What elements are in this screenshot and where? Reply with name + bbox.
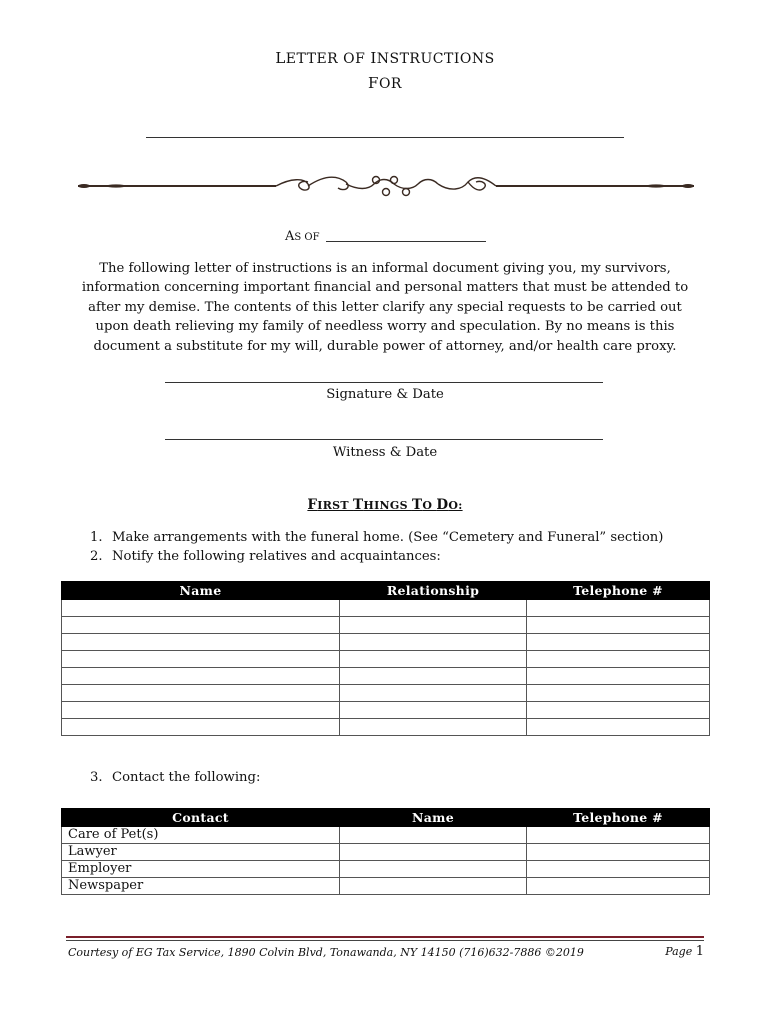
telephone-cell[interactable]	[527, 634, 710, 651]
table-row	[62, 878, 710, 895]
list-item: 3. Contact the following:	[90, 770, 261, 785]
relationship-cell[interactable]	[340, 651, 527, 668]
name-cell[interactable]	[340, 844, 527, 861]
telephone-cell[interactable]	[527, 600, 710, 617]
document-title-line2: FOR	[368, 74, 402, 92]
page-number: Page 1	[665, 944, 704, 959]
telephone-cell[interactable]	[527, 651, 710, 668]
column-header-telephone: Telephone #	[527, 809, 710, 827]
telephone-cell[interactable]	[527, 719, 710, 736]
column-header-relationship: Relationship	[340, 582, 527, 600]
witness-line[interactable]	[165, 439, 603, 440]
as-of-date-line[interactable]	[326, 241, 486, 242]
name-cell[interactable]	[62, 685, 340, 702]
table-row	[62, 617, 710, 634]
relationship-cell[interactable]	[340, 685, 527, 702]
section-heading: FIRST THINGS TO DO:	[307, 497, 463, 513]
telephone-cell[interactable]	[527, 702, 710, 719]
name-cell[interactable]	[62, 702, 340, 719]
name-fill-line[interactable]	[146, 137, 624, 138]
telephone-cell[interactable]	[527, 878, 710, 895]
witness-label: Witness & Date	[332, 445, 438, 460]
footer-courtesy: Courtesy of EG Tax Service, 1890 Colvin Blvd, Tonawanda, NY 14150 (716)632-7886 ©2019	[68, 946, 584, 959]
telephone-cell[interactable]	[527, 827, 710, 844]
table-row	[62, 668, 710, 685]
relatives-table	[61, 581, 710, 736]
table-row	[62, 719, 710, 736]
relationship-cell[interactable]	[340, 600, 527, 617]
list-item: 1. Make arrangements with the funeral home. (See “Cemetery and Funeral” section)	[90, 530, 664, 545]
contact-cell: Lawyer	[62, 844, 340, 861]
table-row	[62, 827, 710, 844]
telephone-cell[interactable]	[527, 668, 710, 685]
telephone-cell[interactable]	[527, 844, 710, 861]
intro-paragraph: The following letter of instructions is an informal document giving you, my survivors, information concerning important financial and personal matters that must be attended to after my demise. The contents of this letter clarify any special requests to be carried out upon death relieving my family of needless worry and speculation. By no means is this document a substitute for my will, durable power of attorney, and/or health care proxy.	[81, 261, 689, 354]
telephone-cell[interactable]	[527, 685, 710, 702]
relationship-cell[interactable]	[340, 702, 527, 719]
name-cell[interactable]	[62, 719, 340, 736]
as-of-field: AS OF	[285, 229, 486, 244]
name-cell[interactable]	[62, 617, 340, 634]
relationship-cell[interactable]	[340, 668, 527, 685]
relationship-cell[interactable]	[340, 617, 527, 634]
name-cell[interactable]	[340, 827, 527, 844]
name-cell[interactable]	[62, 634, 340, 651]
flourish-divider-icon	[76, 170, 696, 202]
telephone-cell[interactable]	[527, 617, 710, 634]
table-row	[62, 702, 710, 719]
document-title-line1: LETTER OF INSTRUCTIONS	[275, 49, 495, 67]
name-cell[interactable]	[62, 600, 340, 617]
column-header-contact: Contact	[62, 809, 340, 827]
footer-rule	[66, 936, 704, 941]
column-header-name: Name	[340, 809, 527, 827]
table-row	[62, 685, 710, 702]
table-row	[62, 634, 710, 651]
signature-line[interactable]	[165, 382, 603, 383]
contact-cell: Employer	[62, 861, 340, 878]
table-row	[62, 600, 710, 617]
contact-cell: Care of Pet(s)	[62, 827, 340, 844]
table-row	[62, 861, 710, 878]
name-cell[interactable]	[340, 878, 527, 895]
column-header-name: Name	[62, 582, 340, 600]
column-header-telephone: Telephone #	[527, 582, 710, 600]
relationship-cell[interactable]	[340, 634, 527, 651]
signature-label: Signature & Date	[326, 387, 444, 402]
name-cell[interactable]	[62, 651, 340, 668]
telephone-cell[interactable]	[527, 861, 710, 878]
table-row	[62, 651, 710, 668]
name-cell[interactable]	[62, 668, 340, 685]
table-row	[62, 844, 710, 861]
contacts-table	[61, 808, 710, 895]
contact-cell: Newspaper	[62, 878, 340, 895]
name-cell[interactable]	[340, 861, 527, 878]
list-item: 2. Notify the following relatives and acquaintances:	[90, 549, 441, 564]
relationship-cell[interactable]	[340, 719, 527, 736]
